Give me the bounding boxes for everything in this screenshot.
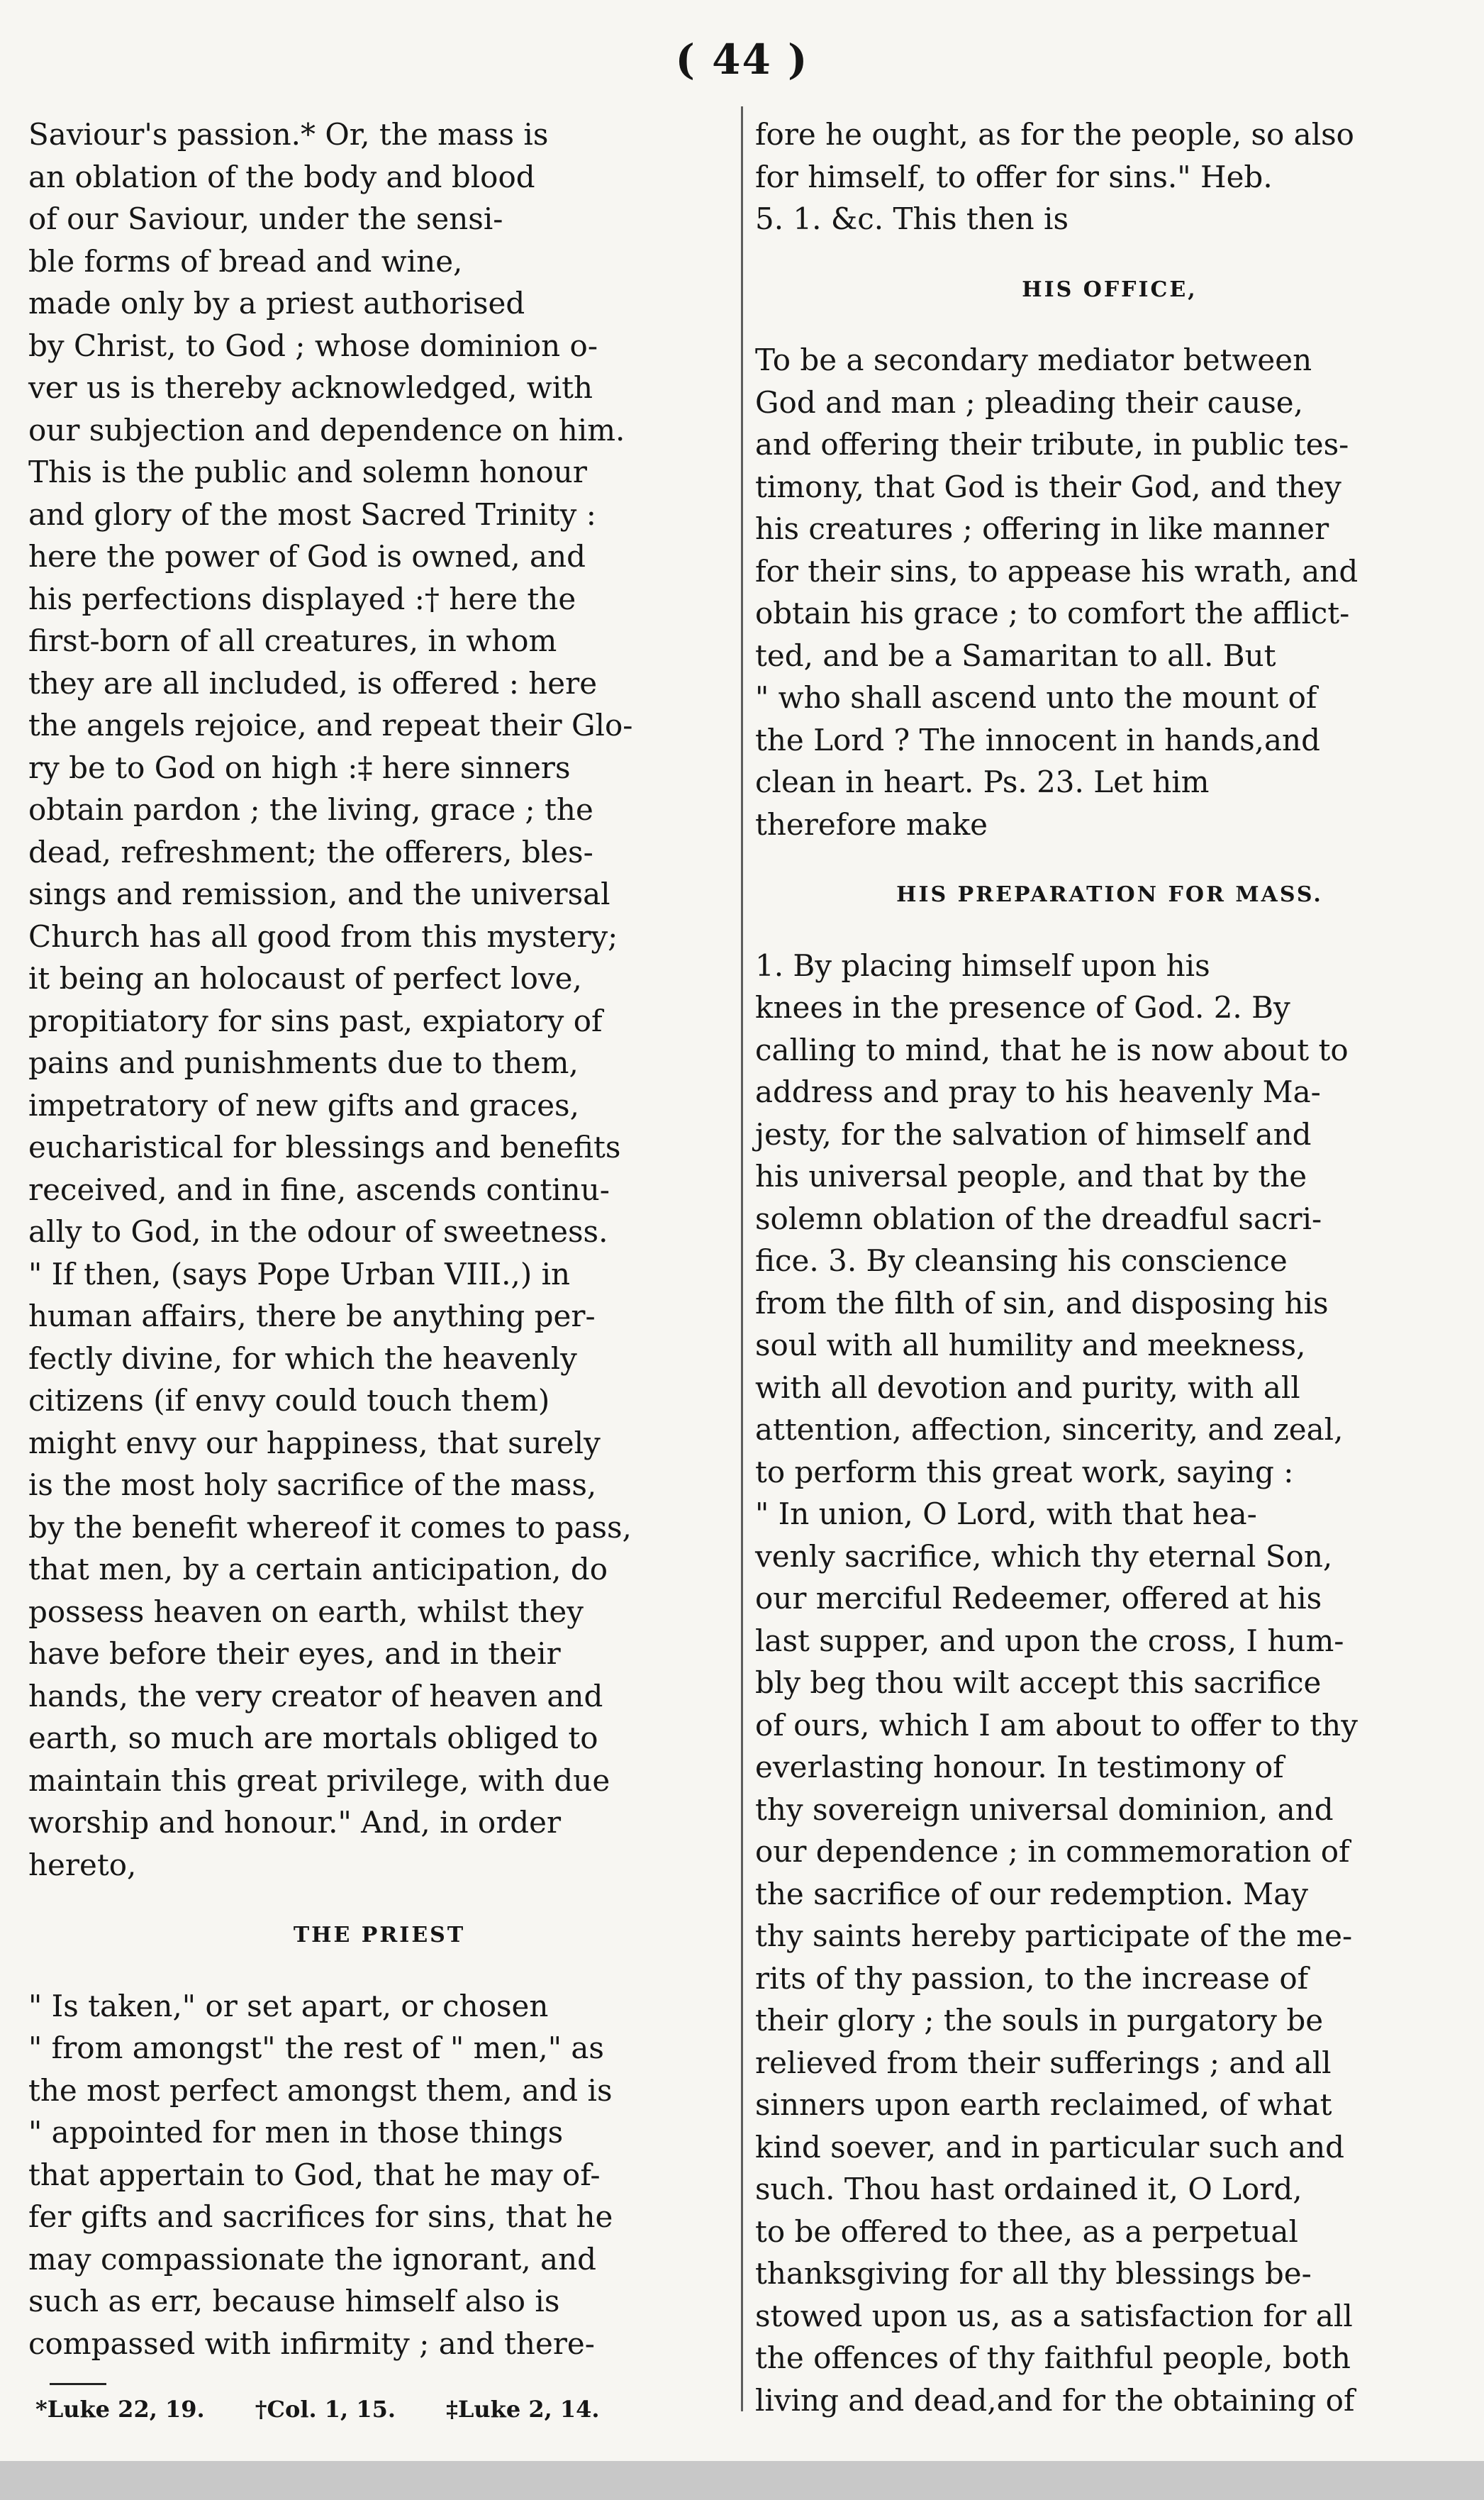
text-line: " who shall ascend unto the mount of: [755, 680, 1317, 715]
text-line: propitiatory for sins past, expiatory of: [28, 1003, 603, 1038]
text-line: might envy our happiness, that surely: [28, 1425, 601, 1460]
right-text-bottom: [755, 945, 1464, 2422]
text-line: This is the public and solemn honour: [28, 455, 587, 489]
text-line: sinners upon earth reclaimed, of what: [755, 2087, 1332, 2122]
text-line: compassed with infirmity ; and there-: [28, 2326, 595, 2361]
column-divider: [741, 106, 743, 2411]
text-line: for himself, to offer for sins." Heb.: [755, 159, 1273, 194]
scan-margin: [0, 2461, 1484, 2500]
text-line: his universal people, and that by the: [755, 1159, 1307, 1194]
text-line: our subjection and dependence on him.: [28, 412, 625, 448]
right-text-top: [755, 113, 1464, 240]
text-line: worship and honour." And, in order: [28, 1805, 562, 1840]
text-line: eucharistical for blessings and benefits: [28, 1130, 621, 1165]
text-line: earth, so much are mortals obliged to: [28, 1721, 598, 1755]
text-line: our merciful Redeemer, offered at his: [755, 1581, 1322, 1616]
text-line: bly beg thou wilt accept this sacrifice: [755, 1665, 1322, 1700]
text-line: jesty, for the salvation of himself and: [755, 1116, 1312, 1152]
text-line: our dependence ; in commemoration of: [755, 1834, 1350, 1869]
text-line: human affairs, there be anything per-: [28, 1299, 596, 1333]
text-line: first-born of all creatures, in whom: [28, 623, 557, 658]
text-line: the sacrifice of our redemption. May: [755, 1876, 1308, 1911]
text-line: " from amongst" the rest of " men," as: [28, 2030, 604, 2065]
text-line: thy sovereign universal dominion, and: [755, 1791, 1334, 1827]
text-line: it being an holocaust of perfect love,: [28, 961, 582, 996]
text-line: To be a secondary mediator between: [755, 343, 1312, 377]
section-heading-priest: THE PRIEST: [293, 1923, 466, 1948]
text-line: ble forms of bread and wine,: [28, 243, 463, 279]
text-line: rits of thy passion, to the increase of: [755, 1960, 1309, 1996]
left-text-bottom: [28, 1985, 730, 2365]
text-line: ry be to God on high :‡ here sinners: [28, 750, 571, 785]
text-line: clean in heart. Ps. 23. Let him: [755, 765, 1210, 799]
text-line: fore he ought, as for the people, so also: [755, 117, 1354, 152]
text-line: by the benefit whereof it comes to pass,: [28, 1509, 632, 1545]
text-line: soul with all humility and meekness,: [755, 1328, 1306, 1362]
text-line: to perform this great work, saying :: [755, 1454, 1294, 1489]
text-line: made only by a priest authorised: [28, 286, 525, 321]
text-line: the offences of thy faithful people, both: [755, 2340, 1351, 2375]
text-line: everlasting honour. In testimony of: [755, 1750, 1284, 1784]
text-line: 5. 1. &c. This then is: [755, 201, 1069, 236]
text-line: ted, and be a Samaritan to all. But: [755, 638, 1276, 673]
text-line: his perfections displayed :† here the: [28, 581, 576, 616]
page-number: ( 44 ): [675, 35, 809, 84]
text-line: hands, the very creator of heaven and: [28, 1678, 603, 1713]
text-line: have before their eyes, and in their: [28, 1636, 561, 1671]
text-line: and offering their tribute, in public tes-: [755, 427, 1349, 462]
text-line: " Is taken," or set apart, or chosen: [28, 1988, 549, 2023]
footnote: †Col. 1, 15.: [255, 2396, 396, 2423]
text-line: citizens (if envy could touch them): [28, 1383, 550, 1418]
text-line: God and man ; pleading their cause,: [755, 384, 1304, 420]
text-line: is the most holy sacrifice of the mass,: [28, 1467, 597, 1502]
text-line: and glory of the most Sacred Trinity :: [28, 496, 596, 532]
text-line: stowed upon us, as a satisfaction for all: [755, 2298, 1353, 2333]
text-line: " In union, O Lord, with that hea-: [755, 1496, 1257, 1531]
text-line: their glory ; the souls in purgatory be: [755, 2003, 1324, 2038]
text-line: attention, affection, sincerity, and zeal,: [755, 1412, 1344, 1447]
text-line: fectly divine, for which the heavenly: [28, 1340, 577, 1376]
text-line: from the filth of sin, and disposing his: [755, 1285, 1329, 1321]
text-line: last supper, and upon the cross, I hum-: [755, 1623, 1344, 1658]
text-line: address and pray to his heavenly Ma-: [755, 1074, 1321, 1109]
text-line: kind soever, and in particular such and: [755, 2129, 1345, 2165]
text-line: such as err, because himself also is: [28, 2284, 560, 2318]
text-line: for their sins, to appease his wrath, and: [755, 553, 1359, 589]
text-line: knees in the presence of God. 2. By: [755, 990, 1290, 1025]
text-line: thanksgiving for all thy blessings be-: [755, 2256, 1312, 2291]
text-line: may compassionate the ignorant, and: [28, 2241, 597, 2277]
text-line: of ours, which I am about to offer to thy: [755, 1707, 1358, 1743]
text-line: ver us is thereby acknowledged, with: [28, 370, 593, 405]
text-line: his creatures ; offering in like manner: [755, 511, 1329, 546]
left-text-top: [28, 113, 730, 1886]
text-line: sings and remission, and the universal: [28, 877, 610, 911]
text-line: relieved from their sufferings ; and all: [755, 2045, 1332, 2080]
text-line: to be offered to thee, as a perpetual: [755, 2213, 1298, 2249]
text-line: such. Thou hast ordained it, O Lord,: [755, 2172, 1302, 2206]
text-line: the angels rejoice, and repeat their Glo-: [28, 708, 633, 743]
text-line: impetratory of new gifts and graces,: [28, 1087, 579, 1123]
text-line: venly sacrifice, which thy eternal Son,: [755, 1538, 1333, 1574]
text-line: " appointed for men in those things: [28, 2115, 564, 2150]
footnote: *Luke 22, 19.: [35, 2396, 205, 2423]
text-line: dead, refreshment; the offerers, bles-: [28, 834, 593, 870]
text-line: they are all included, is offered : here: [28, 665, 598, 701]
text-line: the Lord ? The innocent in hands,and: [755, 722, 1320, 757]
text-line: timony, that God is their God, and they: [755, 469, 1341, 504]
text-line: " If then, (says Pope Urban VIII.,) in: [28, 1256, 571, 1291]
text-line: that appertain to God, that he may of-: [28, 2157, 601, 2192]
text-line: that men, by a certain anticipation, do: [28, 1552, 608, 1587]
text-line: thy saints hereby participate of the me-: [755, 1918, 1353, 1953]
footnotes: [35, 2396, 716, 2423]
right-column: [755, 113, 1464, 2421]
text-line: therefore make: [755, 806, 988, 842]
text-line: fer gifts and sacrifices for sins, that he: [28, 2199, 613, 2234]
right-text-mid: [755, 339, 1464, 845]
text-line: solemn oblation of the dreadful sacri-: [755, 1201, 1322, 1236]
text-line: ally to God, in the odour of sweetness.: [28, 1214, 608, 1249]
text-line: with all devotion and purity, with all: [755, 1370, 1300, 1405]
footnote: ‡Luke 2, 14.: [446, 2396, 600, 2423]
text-line: calling to mind, that he is now about to: [755, 1032, 1349, 1067]
text-line: Saviour's passion.* Or, the mass is: [28, 117, 549, 152]
text-line: the most perfect amongst them, and is: [28, 2072, 613, 2108]
footnote-rule: [50, 2383, 106, 2385]
text-line: fice. 3. By cleansing his conscience: [755, 1243, 1288, 1278]
text-line: Church has all good from this mystery;: [28, 918, 618, 954]
section-heading-office: HIS OFFICE,: [1022, 277, 1198, 302]
text-line: received, and in fine, ascends continu-: [28, 1172, 610, 1207]
text-line: maintain this great privilege, with due: [28, 1762, 610, 1798]
text-line: living and dead,and for the obtaining of: [755, 2382, 1355, 2418]
text-line: here the power of God is owned, and: [28, 539, 586, 574]
text-line: obtain his grace ; to comfort the afflict-: [755, 596, 1350, 630]
text-line: hereto,: [28, 1847, 137, 1882]
text-line: possess heaven on earth, whilst they: [28, 1594, 584, 1629]
text-line: an oblation of the body and blood: [28, 159, 535, 194]
text-line: of our Saviour, under the sensi-: [28, 201, 503, 236]
text-line: obtain pardon ; the living, grace ; the: [28, 792, 593, 827]
left-column: [28, 113, 730, 2365]
text-line: pains and punishments due to them,: [28, 1045, 579, 1080]
text-line: 1. By placing himself upon his: [755, 948, 1210, 983]
section-heading-preparation: HIS PREPARATION FOR MASS.: [896, 882, 1323, 907]
text-line: by Christ, to God ; whose dominion o-: [28, 328, 598, 363]
